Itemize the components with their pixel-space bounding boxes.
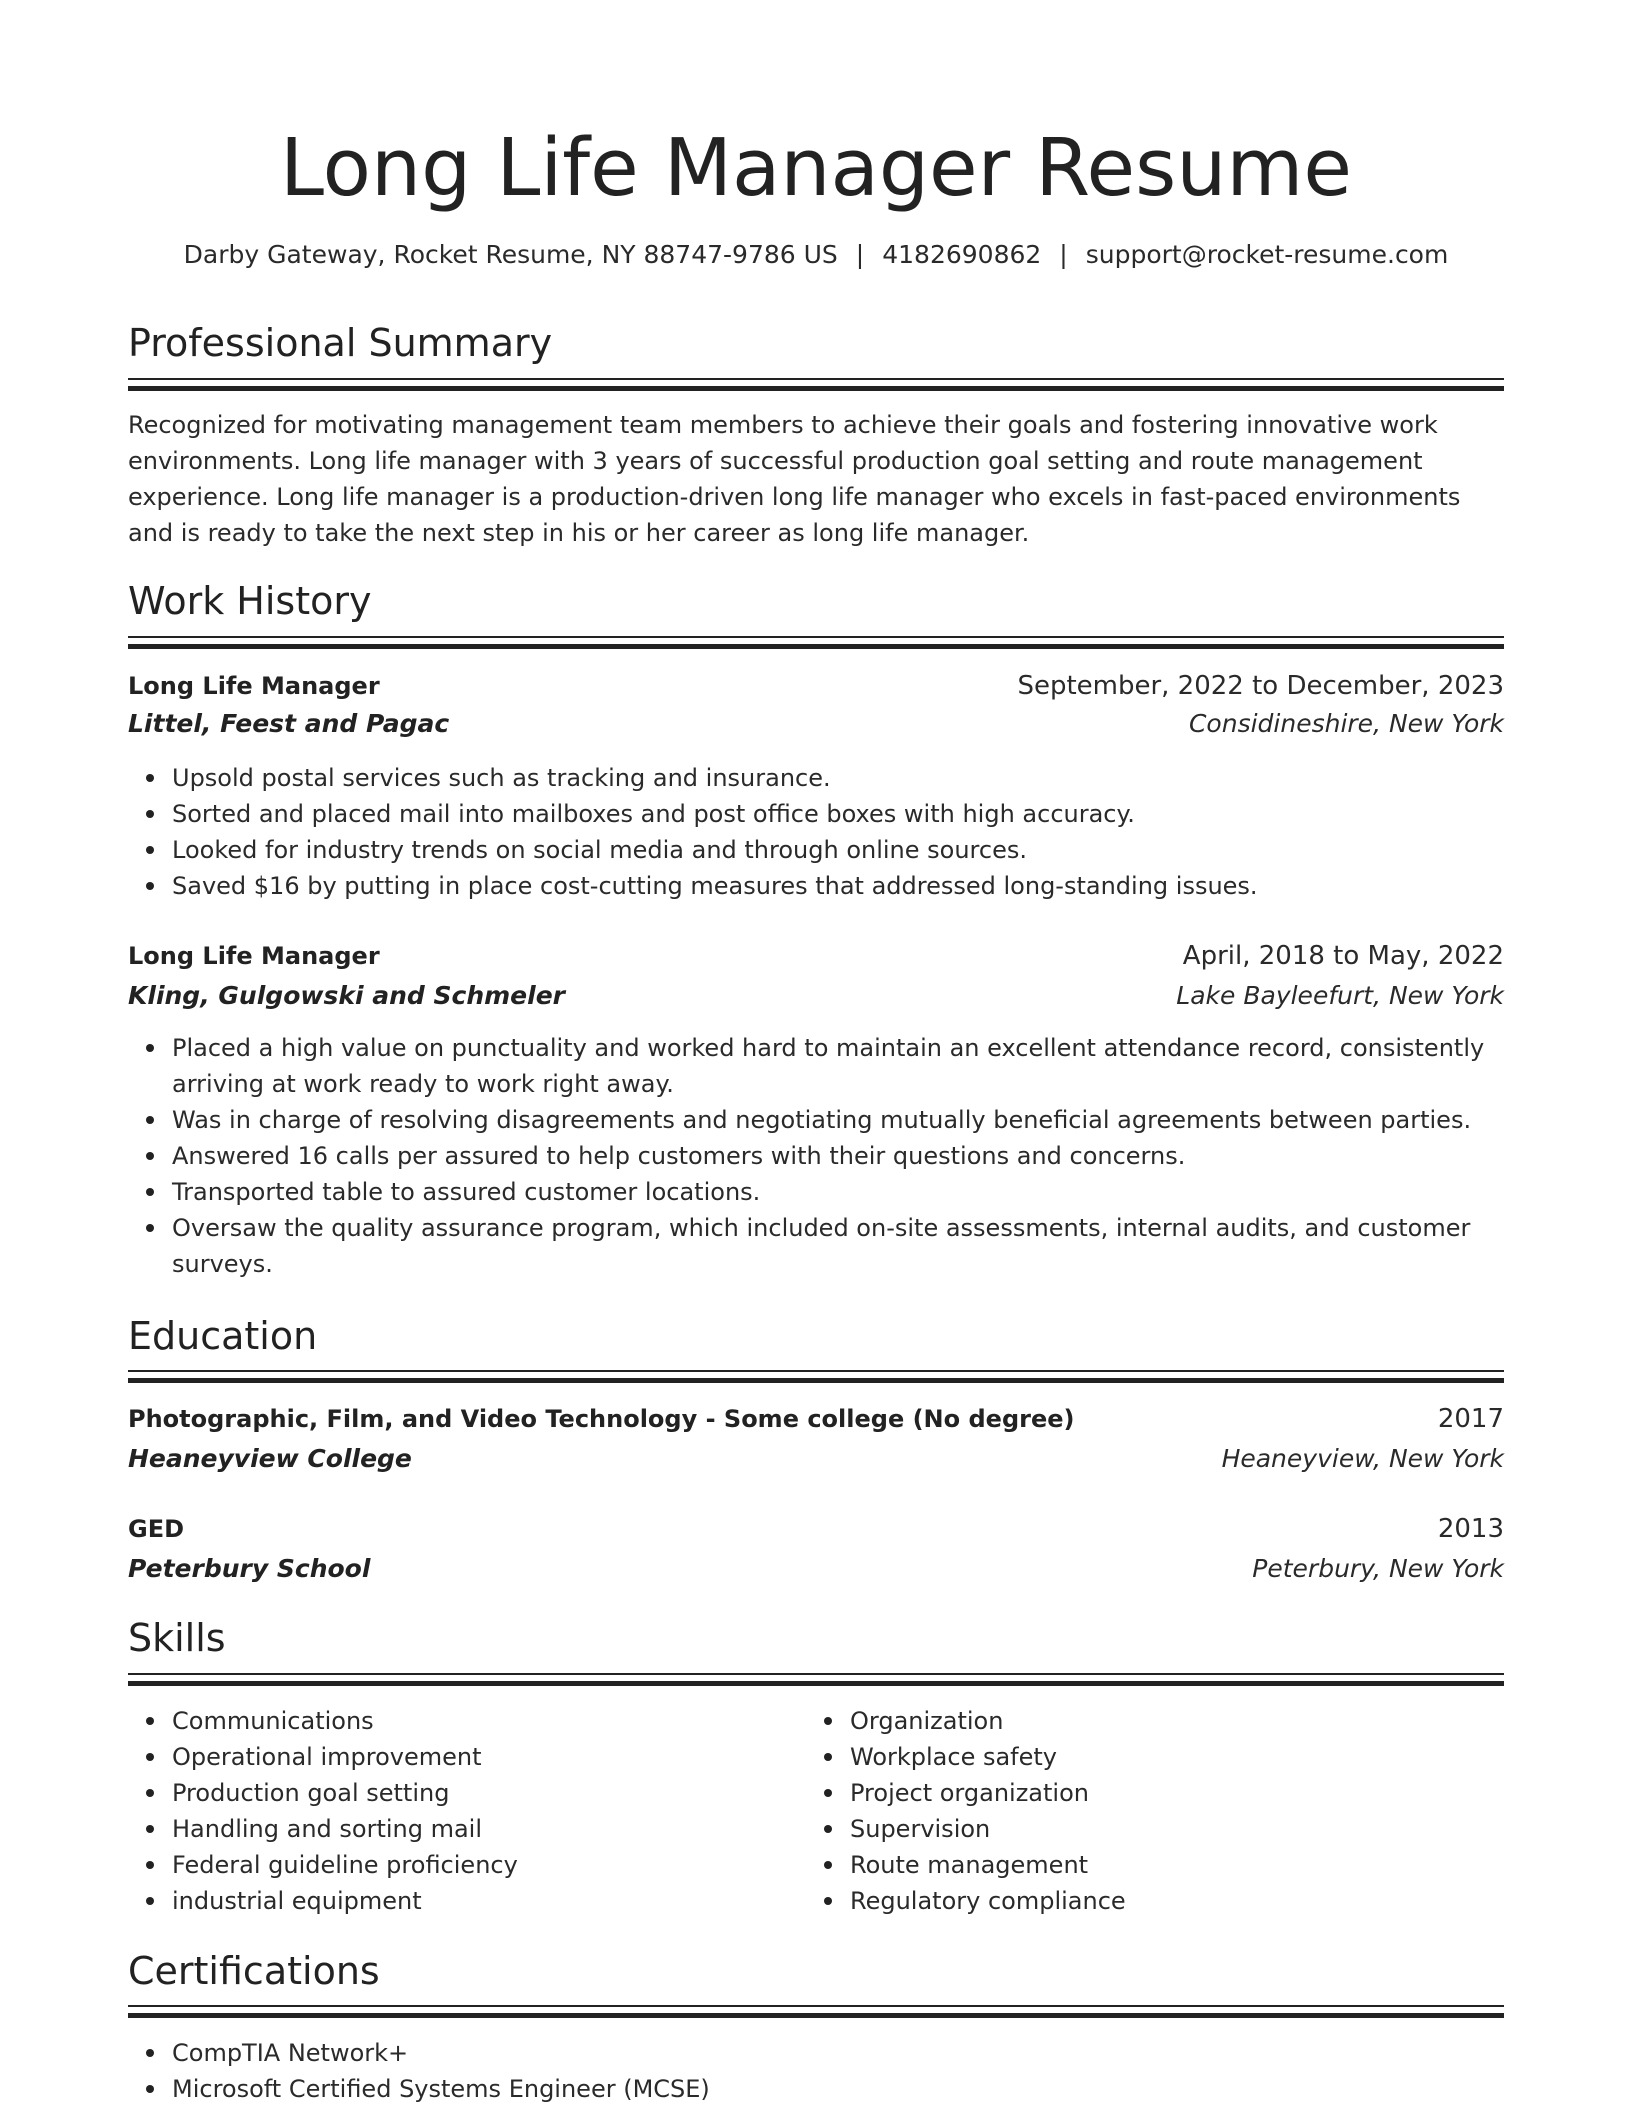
list-item: Was in charge of resolving disagreements and negotiating mutually beneficial agreements between parties.: [172, 1102, 1504, 1138]
contact-email: support@rocket-resume.com: [1085, 240, 1449, 269]
summary-divider: [128, 378, 1504, 389]
education-divider: [128, 1370, 1504, 1381]
job-location: Considineshire, New York: [1188, 709, 1504, 738]
list-item: Looked for industry trends on social media and through online sources.: [172, 832, 1504, 868]
skills-heading: Skills: [128, 1616, 226, 1660]
education-degree: GED: [128, 1515, 185, 1543]
education-year: 2017: [1437, 1404, 1504, 1434]
list-item: Oversaw the quality assurance program, which included on-site assessments, internal audits, and customer surveys.: [172, 1210, 1504, 1282]
contact-separator: |: [1059, 240, 1068, 269]
job-header: [128, 668, 1504, 704]
job-dates: September, 2022 to December, 2023: [1017, 671, 1504, 701]
contact-phone: 4182690862: [882, 240, 1042, 269]
job-duties-list: [128, 1030, 1504, 1282]
job-title: Long Life Manager: [128, 672, 380, 700]
job-dates: April, 2018 to May, 2022: [1182, 941, 1504, 971]
list-item: Workplace safety: [850, 1739, 1480, 1775]
certifications-section-header: [128, 1946, 1504, 1996]
list-item: Route management: [850, 1847, 1480, 1883]
education-heading: Education: [128, 1314, 318, 1358]
education-location: Heaneyview, New York: [1221, 1444, 1504, 1473]
education-location: Peterbury, New York: [1252, 1554, 1504, 1583]
skills-list-left: [128, 1703, 802, 1919]
skills-divider: [128, 1673, 1504, 1684]
job-employer: [128, 706, 1504, 742]
job-location: Lake Bayleefurt, New York: [1176, 981, 1504, 1010]
education-header: [128, 1511, 1504, 1547]
list-item: industrial equipment: [172, 1883, 802, 1919]
certifications-heading: Certifications: [128, 1949, 380, 1993]
contact-address: Darby Gateway, Rocket Resume, NY 88747-9786 US: [183, 240, 838, 269]
job-header: [128, 938, 1504, 974]
work-section-header: [128, 576, 1504, 626]
summary-heading: Professional Summary: [128, 321, 553, 365]
work-divider: [128, 636, 1504, 647]
work-heading: Work History: [128, 579, 372, 623]
list-item: Production goal setting: [172, 1775, 802, 1811]
list-item: Regulatory compliance: [850, 1883, 1480, 1919]
list-item: Operational improvement: [172, 1739, 802, 1775]
education-header: [128, 1401, 1504, 1437]
skills-list-right: [806, 1703, 1480, 1919]
list-item: Organization: [850, 1703, 1480, 1739]
list-item: Project organization: [850, 1775, 1480, 1811]
list-item: Upsold postal services such as tracking and insurance.: [172, 760, 1504, 796]
education-section-header: [128, 1311, 1504, 1361]
contact-line: [128, 237, 1504, 273]
certifications-divider: [128, 2005, 1504, 2016]
list-item: Communications: [172, 1703, 802, 1739]
job-duties-list: [128, 760, 1504, 904]
list-item: Saved $16 by putting in place cost-cutting measures that addressed long-standing issues.: [172, 868, 1504, 904]
education-school: Heaneyview College: [128, 1444, 412, 1473]
job-company: Kling, Gulgowski and Schmeler: [128, 981, 565, 1010]
summary-section-header: [128, 318, 1504, 368]
education-school-row: [128, 1441, 1504, 1477]
job-company: Littel, Feest and Pagac: [128, 709, 450, 738]
list-item: Federal guideline proficiency: [172, 1847, 802, 1883]
list-item: CompTIA Network+: [172, 2035, 1504, 2071]
list-item: Supervision: [850, 1811, 1480, 1847]
list-item: Sorted and placed mail into mailboxes and post office boxes with high accuracy.: [172, 796, 1504, 832]
certifications-list: [128, 2035, 1504, 2107]
education-school: Peterbury School: [128, 1554, 371, 1583]
list-item: Handling and sorting mail: [172, 1811, 802, 1847]
job-title: Long Life Manager: [128, 942, 380, 970]
job-employer: [128, 978, 1504, 1014]
education-school-row: [128, 1551, 1504, 1587]
summary-text: Recognized for motivating management team members to achieve their goals and fostering innovative work environments. Long life manager with 3 years of successful production goal setting and route management experience. Long life manager is a production-driven long life manager who excels in fast-paced environments and is ready to take the next step in his or her career as long life manager.: [128, 411, 1461, 547]
resume-title: Long Life Manager Resume: [280, 122, 1352, 214]
education-degree: Photographic, Film, and Video Technology - Some college (No degree): [128, 1405, 1075, 1433]
skills-section-header: [128, 1613, 1504, 1663]
list-item: Transported table to assured customer locations.: [172, 1174, 1504, 1210]
education-year: 2013: [1437, 1514, 1504, 1544]
list-item: Placed a high value on punctuality and worked hard to maintain an excellent attendance record, consistently arriving at work ready to work right away.: [172, 1030, 1504, 1102]
list-item: Answered 16 calls per assured to help customers with their questions and concerns.: [172, 1138, 1504, 1174]
list-item: Microsoft Certified Systems Engineer (MCSE): [172, 2071, 1504, 2107]
contact-separator: |: [855, 240, 865, 269]
